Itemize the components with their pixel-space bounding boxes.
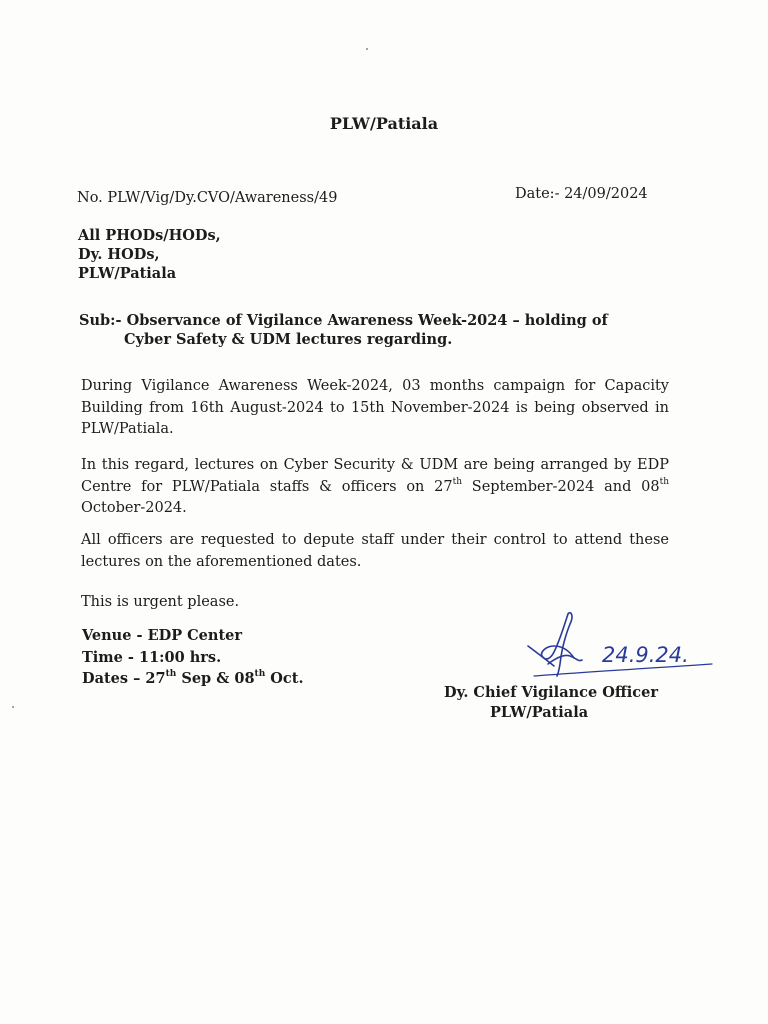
ordinal-suffix: th	[659, 476, 670, 487]
addressee-line: Dy. HODs,	[78, 246, 160, 263]
signature-stroke	[557, 613, 572, 676]
subject-line-2: Cyber Safety & UDM lectures regarding.	[124, 331, 453, 348]
addressee-line: PLW/Patiala	[78, 265, 177, 282]
venue-line: Venue - EDP Center	[82, 627, 243, 644]
venue-block	[82, 625, 304, 690]
signature-stroke	[548, 655, 582, 664]
time-line: Time - 11:00 hrs.	[82, 648, 222, 666]
reference-number: No. PLW/Vig/Dy.CVO/Awareness/49	[77, 190, 338, 206]
dates-text: Sep & 08	[176, 670, 255, 687]
signer-block	[444, 683, 658, 723]
ordinal-suffix: th	[254, 669, 266, 680]
dates-text: Dates – 27	[82, 670, 166, 687]
addressee-block	[78, 226, 221, 283]
signer-office: PLW/Patiala	[490, 704, 589, 721]
speck	[12, 706, 14, 708]
para2-text: In this regard, lectures on Cyber Security & UDM are being arranged by EDP Centre for PLW/Patiala staffs & officers on 27	[81, 457, 669, 495]
office-heading: PLW/Patiala	[329, 114, 439, 133]
addressee-line: All PHODs/HODs,	[78, 227, 221, 244]
para2-text: October-2024.	[81, 500, 187, 516]
speck	[366, 48, 368, 50]
handwritten-signature	[524, 606, 724, 686]
paragraph-request: All officers are requested to depute staff under their control to attend these lectures on the aforementioned dates.	[81, 532, 669, 570]
ordinal-suffix: th	[452, 476, 463, 487]
ordinal-suffix: th	[165, 669, 177, 680]
signature-date: 24.9.24.	[602, 643, 689, 667]
dates-text: Oct.	[265, 670, 304, 687]
signer-title: Dy. Chief Vigilance Officer	[444, 684, 658, 701]
signature-stroke	[542, 614, 574, 659]
paragraph-campaign: During Vigilance Awareness Week-2024, 03 months campaign for Capacity Building from 16th August-2024 to 15th November-2024 is being observed in PLW/Patiala.	[81, 378, 669, 437]
subject-block	[79, 311, 639, 349]
subject-line-1: Sub:- Observance of Vigilance Awareness Week-2024 – holding of	[79, 312, 608, 329]
paragraph-lectures	[81, 455, 669, 520]
para2-text: September-2024 and 08	[462, 478, 660, 495]
letter-date: Date:- 24/09/2024	[515, 186, 648, 202]
paragraph-urgent: This is urgent please.	[81, 594, 240, 610]
dates-line	[82, 668, 304, 690]
